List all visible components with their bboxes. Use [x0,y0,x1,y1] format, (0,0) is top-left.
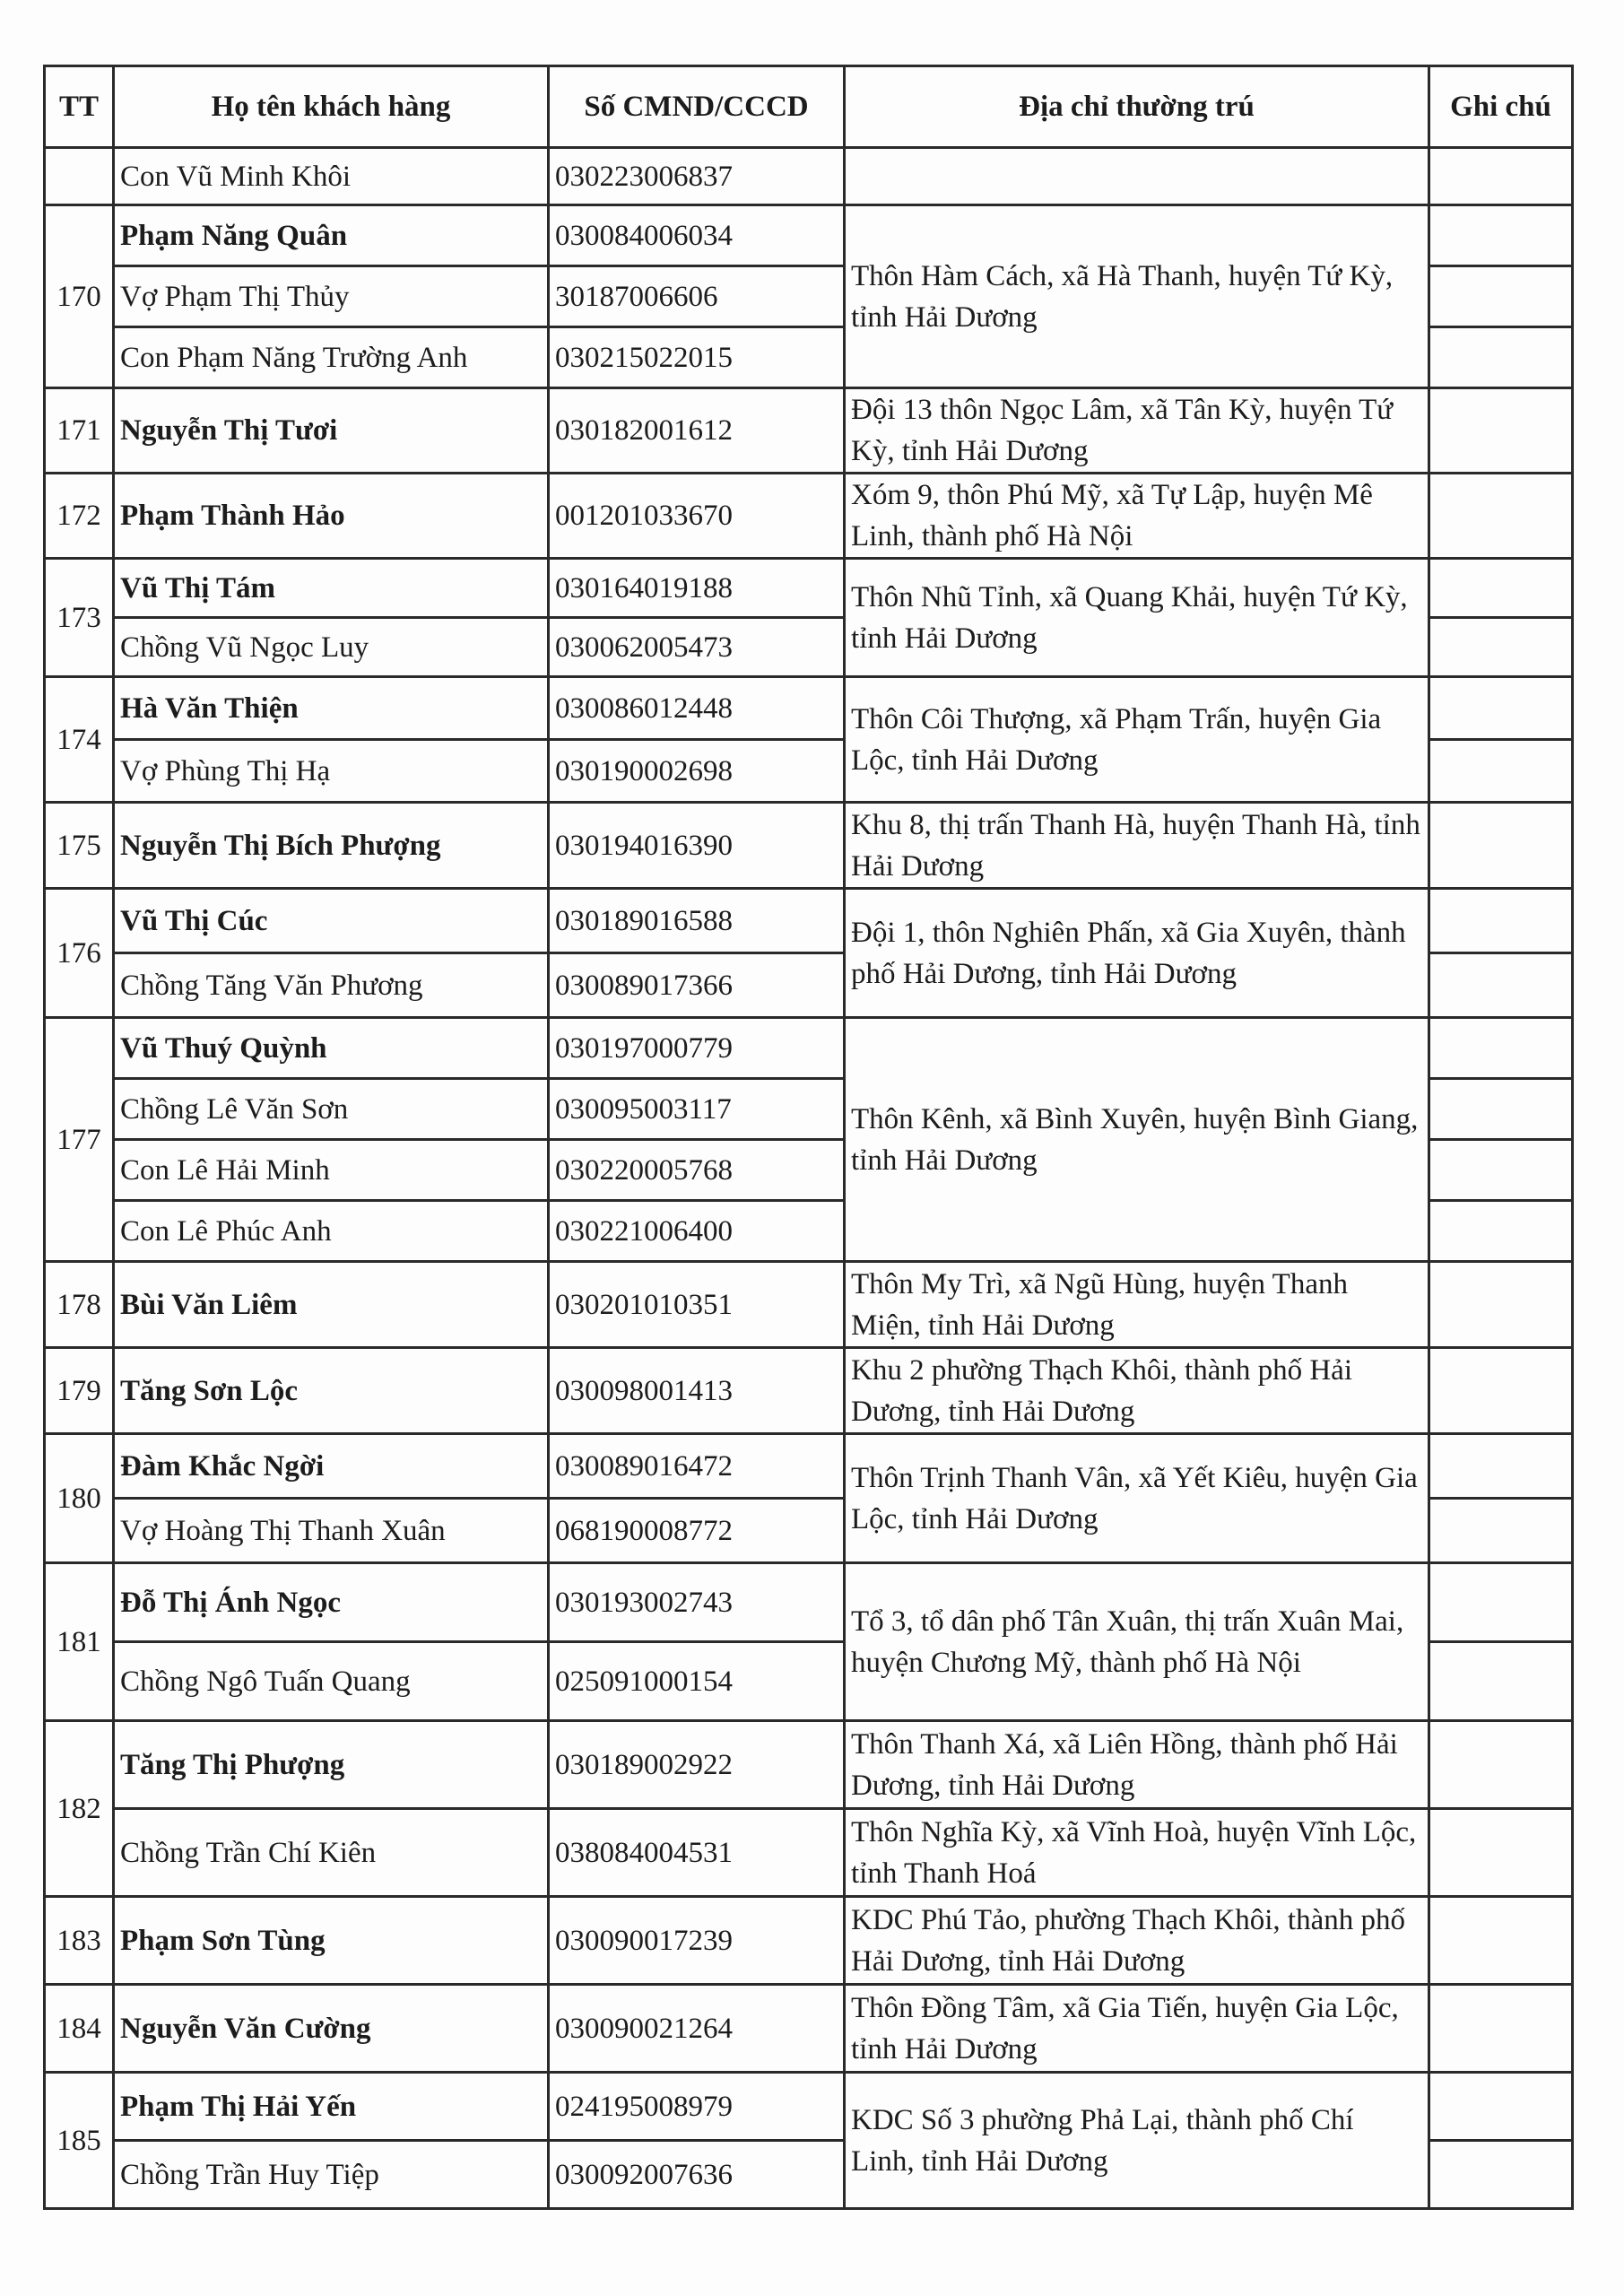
header-row [45,66,1573,148]
note-cell [1429,1018,1573,1079]
note-cell [1429,1262,1573,1348]
note-cell [1429,2141,1573,2209]
customer-name: Phạm Sơn Tùng [114,1897,549,1985]
customer-name: Tăng Sơn Lộc [114,1348,549,1434]
permanent-address: Đội 13 thôn Ngọc Lâm, xã Tân Kỳ, huyện Tứ Kỳ, tỉnh Hải Dương [845,388,1429,474]
customer-name: Chồng Trần Huy Tiệp [114,2141,549,2209]
header-address: Địa chỉ thường trú [845,66,1429,148]
id-number: 025091000154 [549,1642,845,1721]
note-cell [1429,205,1573,266]
id-number: 030215022015 [549,327,845,388]
id-number: 030223006837 [549,148,845,205]
row-number: 172 [45,474,114,559]
permanent-address: Thôn My Trì, xã Ngũ Hùng, huyện Thanh Miện, tỉnh Hải Dương [845,1262,1429,1348]
note-cell [1429,1642,1573,1721]
table-row [45,1985,1573,2073]
id-number: 030164019188 [549,559,845,618]
note-cell [1429,803,1573,889]
id-number: 030182001612 [549,388,845,474]
customer-name: Vợ Phạm Thị Thủy [114,266,549,327]
customer-name: Vũ Thị Tám [114,559,549,618]
customer-name: Vũ Thuý Quỳnh [114,1018,549,1079]
id-number: 030062005473 [549,618,845,677]
note-cell [1429,1079,1573,1140]
customer-name: Phạm Thị Hải Yến [114,2073,549,2141]
customer-name: Chồng Lê Văn Sơn [114,1079,549,1140]
customer-name: Chồng Ngô Tuấn Quang [114,1642,549,1721]
note-cell [1429,1721,1573,1809]
id-number: 030201010351 [549,1262,845,1348]
customer-name: Vợ Phùng Thị Hạ [114,740,549,803]
customer-table [43,65,1574,2210]
note-cell [1429,953,1573,1018]
customer-name: Chồng Trần Chí Kiên [114,1809,549,1897]
id-number: 030193002743 [549,1563,845,1642]
id-number: 030220005768 [549,1140,845,1201]
id-number: 030090017239 [549,1897,845,1985]
id-number: 030189002922 [549,1721,845,1809]
row-number [45,148,114,205]
note-cell [1429,1563,1573,1642]
customer-name: Chồng Vũ Ngọc Luy [114,618,549,677]
table-row [45,1809,1573,1897]
row-number: 173 [45,559,114,677]
note-cell [1429,474,1573,559]
row-number: 178 [45,1262,114,1348]
row-number: 174 [45,677,114,803]
table-row [45,1434,1573,1499]
table-row [45,148,1573,205]
id-number: 001201033670 [549,474,845,559]
table-row [45,1563,1573,1642]
header-id: Số CMND/CCCD [549,66,845,148]
permanent-address: Thôn Trịnh Thanh Vân, xã Yết Kiêu, huyện Gia Lộc, tỉnh Hải Dương [845,1434,1429,1563]
note-cell [1429,266,1573,327]
table-row [45,803,1573,889]
note-cell [1429,1434,1573,1499]
permanent-address: Khu 8, thị trấn Thanh Hà, huyện Thanh Hà, tỉnh Hải Dương [845,803,1429,889]
permanent-address: Thôn Côi Thượng, xã Phạm Trấn, huyện Gia Lộc, tỉnh Hải Dương [845,677,1429,803]
id-number: 030086012448 [549,677,845,740]
customer-name: Phạm Thành Hảo [114,474,549,559]
permanent-address: Khu 2 phường Thạch Khôi, thành phố Hải Dương, tỉnh Hải Dương [845,1348,1429,1434]
id-number: 068190008772 [549,1499,845,1563]
id-number: 030084006034 [549,205,845,266]
note-cell [1429,148,1573,205]
id-number: 024195008979 [549,2073,845,2141]
permanent-address: Thôn Thanh Xá, xã Liên Hồng, thành phố Hải Dương, tỉnh Hải Dương [845,1721,1429,1809]
id-number: 030089017366 [549,953,845,1018]
customer-name: Con Lê Phúc Anh [114,1201,549,1262]
customer-name: Vũ Thị Cúc [114,889,549,953]
permanent-address: Thôn Kênh, xã Bình Xuyên, huyện Bình Giang, tỉnh Hải Dương [845,1018,1429,1262]
table-row [45,474,1573,559]
permanent-address: Tổ 3, tổ dân phố Tân Xuân, thị trấn Xuân Mai, huyện Chương Mỹ, thành phố Hà Nội [845,1563,1429,1721]
row-number: 182 [45,1721,114,1897]
permanent-address: KDC Phú Tảo, phường Thạch Khôi, thành phố Hải Dương, tỉnh Hải Dương [845,1897,1429,1985]
note-cell [1429,1985,1573,2073]
permanent-address: Thôn Hàm Cách, xã Hà Thanh, huyện Tứ Kỳ, tỉnh Hải Dương [845,205,1429,388]
id-number: 030089016472 [549,1434,845,1499]
customer-name: Con Phạm Năng Trường Anh [114,327,549,388]
customer-name: Nguyễn Thị Bích Phượng [114,803,549,889]
customer-name: Chồng Tăng Văn Phương [114,953,549,1018]
id-number: 038084004531 [549,1809,845,1897]
note-cell [1429,1897,1573,1985]
id-number: 030221006400 [549,1201,845,1262]
table-row [45,1897,1573,1985]
customer-name: Tăng Thị Phượng [114,1721,549,1809]
note-cell [1429,2073,1573,2141]
id-number: 030189016588 [549,889,845,953]
header-name: Họ tên khách hàng [114,66,549,148]
customer-name: Đỗ Thị Ánh Ngọc [114,1563,549,1642]
note-cell [1429,559,1573,618]
table-row [45,1262,1573,1348]
note-cell [1429,1140,1573,1201]
customer-name: Nguyễn Thị Tươi [114,388,549,474]
row-number: 171 [45,388,114,474]
note-cell [1429,327,1573,388]
table-body [45,148,1573,2209]
id-number: 030190002698 [549,740,845,803]
row-number: 185 [45,2073,114,2209]
id-number: 030194016390 [549,803,845,889]
note-cell [1429,677,1573,740]
header-note: Ghi chú [1429,66,1573,148]
row-number: 180 [45,1434,114,1563]
id-number: 30187006606 [549,266,845,327]
table-row [45,1348,1573,1434]
table-row [45,889,1573,953]
note-cell [1429,740,1573,803]
customer-name: Con Vũ Minh Khôi [114,148,549,205]
id-number: 030092007636 [549,2141,845,2209]
row-number: 181 [45,1563,114,1721]
id-number: 030197000779 [549,1018,845,1079]
customer-name: Con Lê Hải Minh [114,1140,549,1201]
customer-name: Bùi Văn Liêm [114,1262,549,1348]
permanent-address: Đội 1, thôn Nghiên Phấn, xã Gia Xuyên, thành phố Hải Dương, tỉnh Hải Dương [845,889,1429,1018]
customer-name: Phạm Năng Quân [114,205,549,266]
table-row [45,205,1573,266]
id-number: 030098001413 [549,1348,845,1434]
note-cell [1429,1809,1573,1897]
note-cell [1429,889,1573,953]
table-row [45,559,1573,618]
permanent-address [845,148,1429,205]
note-cell [1429,1348,1573,1434]
table-row [45,1018,1573,1079]
header-tt: TT [45,66,114,148]
row-number: 183 [45,1897,114,1985]
table-row [45,388,1573,474]
customer-name: Hà Văn Thiện [114,677,549,740]
row-number: 176 [45,889,114,1018]
table-row [45,2073,1573,2141]
table-row [45,1721,1573,1809]
id-number: 030090021264 [549,1985,845,2073]
table-row [45,677,1573,740]
note-cell [1429,388,1573,474]
row-number: 170 [45,205,114,388]
customer-name: Vợ Hoàng Thị Thanh Xuân [114,1499,549,1563]
row-number: 177 [45,1018,114,1262]
row-number: 184 [45,1985,114,2073]
permanent-address: Thôn Nhũ Tỉnh, xã Quang Khải, huyện Tứ Kỳ, tỉnh Hải Dương [845,559,1429,677]
permanent-address: KDC Số 3 phường Phả Lại, thành phố Chí Linh, tỉnh Hải Dương [845,2073,1429,2209]
customer-name: Nguyễn Văn Cường [114,1985,549,2073]
permanent-address: Thôn Đồng Tâm, xã Gia Tiến, huyện Gia Lộc, tỉnh Hải Dương [845,1985,1429,2073]
permanent-address: Xóm 9, thôn Phú Mỹ, xã Tự Lập, huyện Mê Linh, thành phố Hà Nội [845,474,1429,559]
id-number: 030095003117 [549,1079,845,1140]
note-cell [1429,1201,1573,1262]
note-cell [1429,1499,1573,1563]
customer-name: Đàm Khắc Ngời [114,1434,549,1499]
row-number: 179 [45,1348,114,1434]
row-number: 175 [45,803,114,889]
note-cell [1429,618,1573,677]
permanent-address: Thôn Nghĩa Kỳ, xã Vĩnh Hoà, huyện Vĩnh Lộc, tỉnh Thanh Hoá [845,1809,1429,1897]
